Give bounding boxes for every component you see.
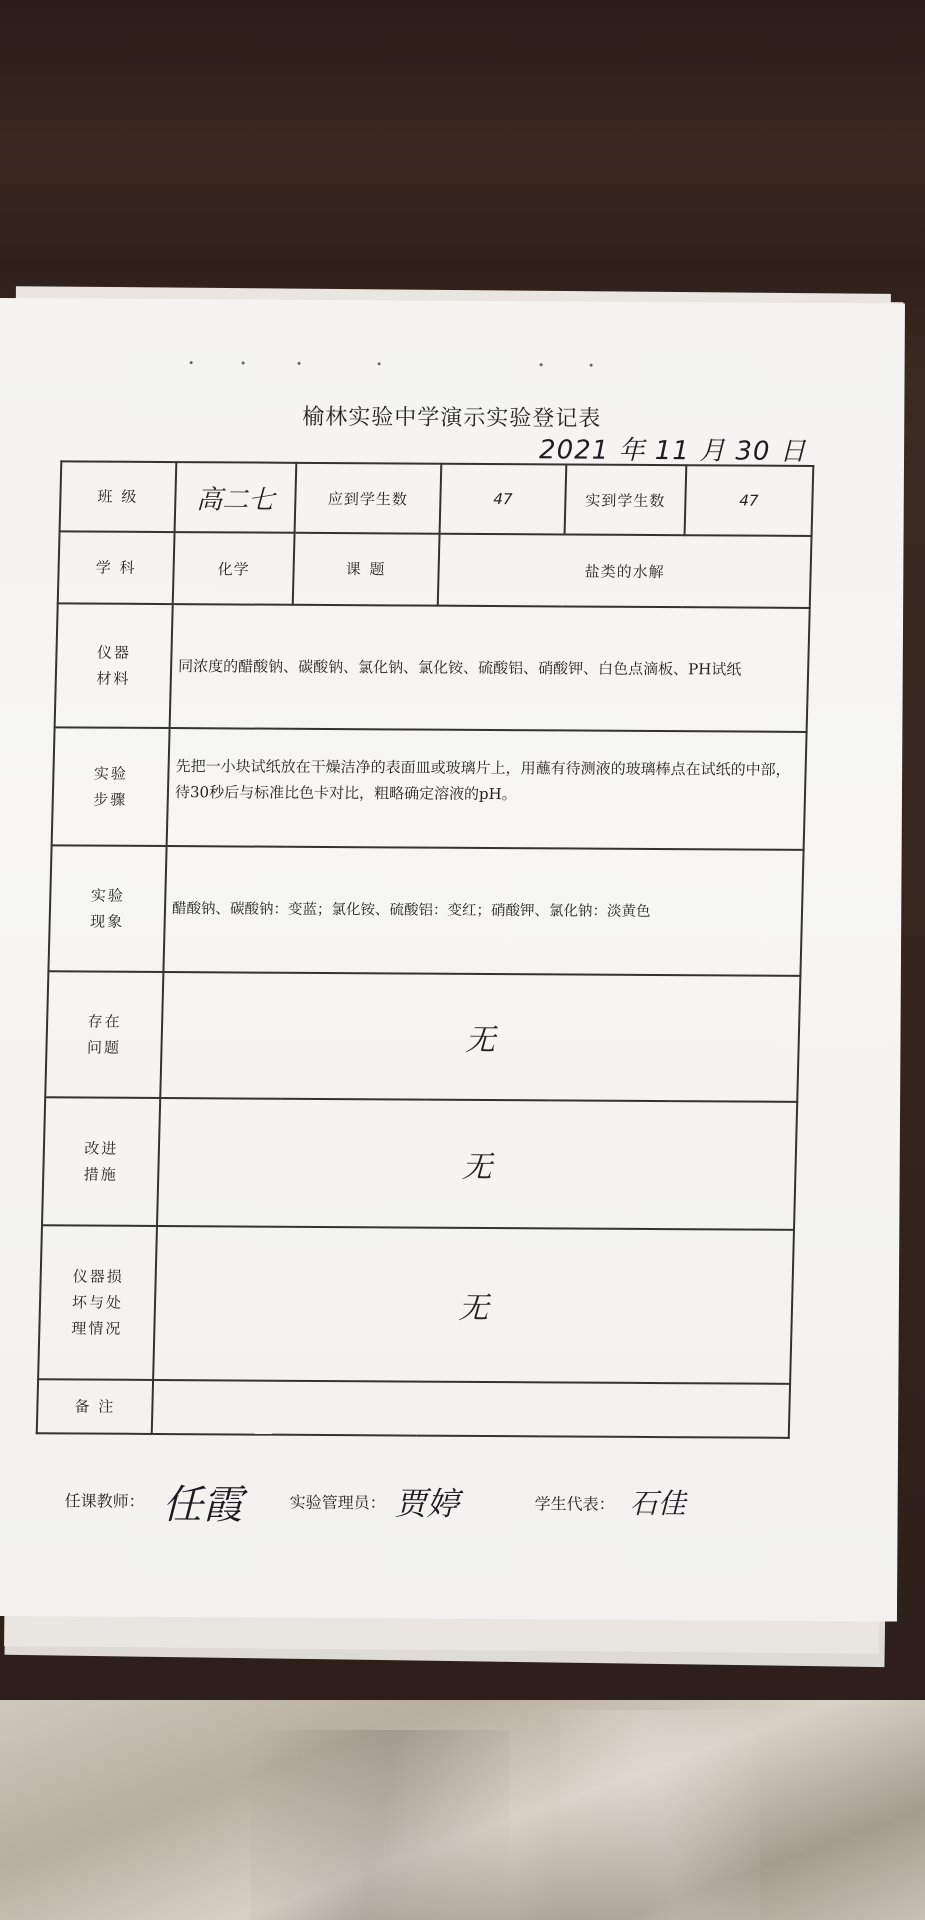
remarks-value <box>152 1380 790 1438</box>
damage-label-line2: 坏与处 <box>71 1293 124 1312</box>
phenomena-value: 醋酸钠、碳酸钠：变蓝；氯化铵、硫酸铝：变红；硝酸钾、氯化钠：淡黄色 <box>163 846 803 976</box>
damage-label <box>38 1225 157 1380</box>
expected-students-value: 47 <box>440 464 567 535</box>
problems-value: 无 <box>160 972 800 1102</box>
expected-students-label: 应到学生数 <box>295 463 442 534</box>
cloth-fold <box>560 1710 760 1920</box>
improvement-label <box>42 1097 160 1226</box>
improvement-label-line1: 改进 <box>84 1139 119 1158</box>
form-title: 榆林实验中学演示实验登记表 <box>302 404 602 432</box>
admin-label: 实验管理员： <box>289 1492 386 1513</box>
damage-value: 无 <box>153 1226 794 1384</box>
problems-label <box>45 971 163 1098</box>
topic-value: 盐类的水解 <box>438 534 812 608</box>
improvement-label-line2: 措施 <box>83 1165 119 1184</box>
equipment-label <box>55 603 173 728</box>
problems-label-line2: 问题 <box>86 1038 122 1057</box>
steps-label <box>52 727 170 846</box>
equipment-label-line1: 仪器 <box>96 643 132 662</box>
table-row <box>58 531 812 608</box>
registration-form-sheet <box>0 298 905 1622</box>
table-row <box>37 1379 790 1438</box>
class-value: 高二七 <box>175 462 297 533</box>
table-row <box>38 1225 794 1384</box>
subject-value: 化学 <box>173 532 295 605</box>
steps-label-line2: 步骤 <box>93 790 128 809</box>
problems-label-line1: 存在 <box>87 1012 122 1031</box>
signature-row <box>64 1468 825 1529</box>
table-row <box>52 727 807 850</box>
steps-value: 先把一小块试纸放在干燥洁净的表面皿或玻璃片上，用蘸有待测液的玻璃棒点在试纸的中部，待30秒后与标准比色卡对比，粗略确定溶液的pH。 <box>167 728 807 850</box>
actual-students-label: 实到学生数 <box>565 464 687 535</box>
punch-dots <box>190 361 610 370</box>
improvement-value: 无 <box>157 1098 797 1230</box>
registration-table <box>36 460 815 1438</box>
equipment-value: 同浓度的醋酸钠、碳酸钠、氯化钠、氯化铵、硫酸铝、硝酸钾、白色点滴板、PH试纸 <box>170 604 810 732</box>
phenomena-label-line1: 实验 <box>90 886 126 905</box>
cloth-fold <box>250 1730 510 1920</box>
actual-students-value: 47 <box>685 465 814 536</box>
table-row <box>45 971 800 1102</box>
table-row <box>42 1097 797 1230</box>
teacher-label: 任课教师： <box>64 1491 145 1511</box>
topic-label: 课 题 <box>293 533 440 606</box>
equipment-label-line2: 材料 <box>96 669 131 688</box>
steps-label-line1: 实验 <box>93 764 129 783</box>
damage-label-line3: 理情况 <box>71 1319 123 1338</box>
class-label: 班 级 <box>60 461 177 532</box>
phenomena-label <box>48 845 166 972</box>
student-label: 学生代表： <box>534 1494 615 1514</box>
admin-signature: 贾婷 <box>394 1484 459 1523</box>
remarks-label: 备 注 <box>37 1379 153 1434</box>
phenomena-label-line2: 现象 <box>89 912 125 931</box>
teacher-signature: 任霞 <box>162 1482 243 1529</box>
table-row <box>48 845 803 976</box>
student-signature: 石佳 <box>629 1486 686 1521</box>
table-row <box>60 461 814 536</box>
damage-label-line1: 仪器损 <box>72 1267 124 1286</box>
table-row <box>55 603 810 732</box>
subject-label: 学 科 <box>58 531 175 604</box>
form-date: 2021 年 11 月 30 日 <box>538 435 807 467</box>
